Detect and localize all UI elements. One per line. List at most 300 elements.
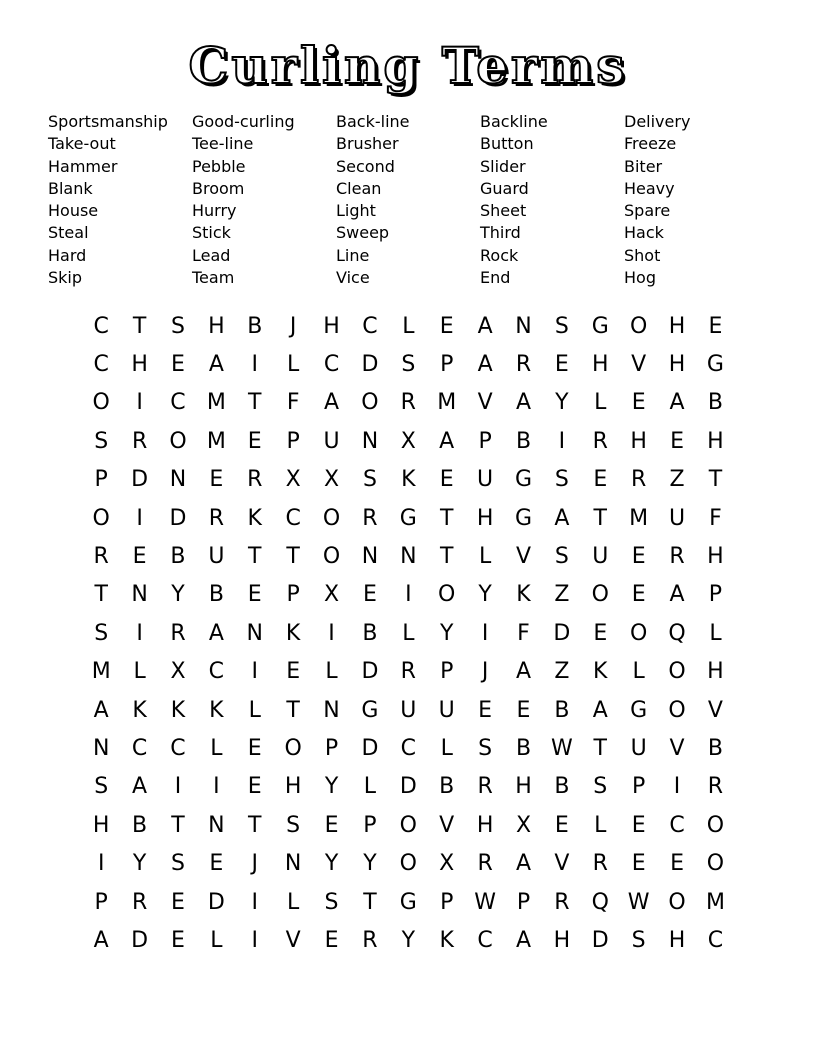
- grid-letter: K: [285, 620, 301, 646]
- grid-letter: R: [131, 889, 148, 915]
- grid-letter: S: [554, 467, 569, 493]
- grid-letter: E: [439, 313, 454, 339]
- grid-letter: A: [554, 505, 570, 531]
- grid-letter: O: [668, 659, 686, 685]
- grid-letter: U: [630, 735, 647, 761]
- word-bank-item: Clean: [336, 178, 382, 198]
- grid-letter: L: [325, 659, 338, 685]
- grid-letter: V: [669, 735, 685, 761]
- grid-letter: E: [286, 659, 301, 685]
- grid-letter: O: [322, 505, 341, 531]
- grid-letter: R: [400, 659, 416, 685]
- grid-letter: C: [400, 735, 416, 761]
- grid-letter: C: [362, 313, 378, 339]
- grid-letter: S: [554, 544, 569, 570]
- grid-letter: V: [439, 812, 455, 838]
- grid-letter: A: [515, 927, 532, 953]
- word-bank-item: Hog: [624, 268, 656, 288]
- grid-letter: S: [324, 889, 339, 915]
- grid-letter: C: [477, 927, 493, 953]
- grid-letter: U: [400, 697, 417, 723]
- grid-letter: K: [132, 697, 147, 723]
- grid-letter: O: [361, 390, 379, 416]
- grid-letter: P: [363, 812, 377, 838]
- grid-letter: S: [554, 313, 569, 339]
- word-bank-item: Line: [336, 245, 370, 265]
- grid-letter: E: [593, 467, 608, 493]
- grid-letter: S: [170, 851, 185, 877]
- grid-letter: D: [131, 467, 149, 493]
- word-bank-item: Blank: [48, 178, 93, 198]
- grid-letter: H: [668, 313, 686, 339]
- grid-letter: R: [554, 889, 570, 915]
- grid-letter: V: [477, 390, 493, 416]
- grid-letter: T: [94, 582, 108, 608]
- grid-letter: P: [440, 352, 454, 378]
- grid-letter: B: [707, 390, 723, 416]
- grid-letter: H: [707, 544, 724, 570]
- grid-letter: G: [514, 467, 533, 493]
- grid-letter: R: [477, 774, 493, 800]
- grid-letter: I: [174, 774, 182, 800]
- grid-letter: D: [131, 927, 149, 953]
- grid-letter: A: [477, 352, 493, 378]
- grid-letter: E: [554, 812, 569, 838]
- grid-letter: T: [363, 889, 377, 915]
- grid-letter: M: [437, 390, 457, 416]
- grid-letter: I: [136, 620, 143, 646]
- word-bank-item: Vice: [336, 268, 370, 288]
- grid-letter: O: [706, 812, 725, 838]
- grid-letter: R: [669, 544, 685, 570]
- grid-letter: L: [632, 659, 645, 685]
- grid-letter: I: [251, 889, 258, 915]
- grid-letter: H: [630, 428, 647, 454]
- grid-letter: A: [515, 390, 532, 416]
- grid-letter: N: [169, 467, 187, 493]
- grid-letter: F: [709, 505, 722, 531]
- grid-letter: I: [251, 659, 258, 685]
- grid-letter: I: [481, 620, 489, 646]
- grid-letter: O: [668, 889, 686, 915]
- grid-letter: T: [286, 544, 300, 570]
- grid-letter: C: [131, 735, 148, 761]
- grid-letter: S: [94, 774, 109, 800]
- grid-letter: P: [440, 659, 454, 685]
- word-bank-item: Brusher: [336, 134, 399, 154]
- word-bank-item: Rock: [480, 245, 519, 265]
- grid-letter: T: [248, 390, 262, 416]
- grid-letter: N: [208, 812, 225, 838]
- word-bank: [48, 111, 788, 289]
- grid-letter: Z: [669, 467, 685, 493]
- grid-letter: K: [170, 697, 186, 723]
- grid-letter: H: [323, 313, 340, 339]
- word-bank-item: Tee-line: [192, 134, 254, 154]
- word-bank-item: Biter: [624, 156, 663, 176]
- word-bank-item: Team: [192, 268, 235, 288]
- grid-letter: X: [324, 582, 340, 608]
- grid-letter: E: [209, 467, 224, 493]
- grid-letter: N: [323, 697, 340, 723]
- grid-letter: C: [669, 812, 685, 838]
- grid-letter: K: [209, 697, 224, 723]
- grid-letter: E: [247, 735, 262, 761]
- grid-letter: L: [594, 390, 607, 416]
- grid-letter: E: [171, 889, 185, 915]
- word-bank-item: Shot: [624, 245, 661, 265]
- grid-letter: D: [591, 927, 609, 953]
- grid-letter: R: [707, 774, 724, 800]
- grid-letter: H: [668, 927, 686, 953]
- grid-letter: I: [673, 774, 681, 800]
- grid-letter: R: [170, 620, 186, 646]
- grid-letter: O: [591, 582, 609, 608]
- grid-letter: T: [248, 812, 262, 838]
- word-bank-item: Delivery: [624, 112, 691, 131]
- grid-letter: J: [289, 313, 297, 339]
- grid-letter: E: [708, 313, 723, 339]
- grid-letter: D: [207, 889, 225, 915]
- grid-letter: E: [324, 927, 339, 953]
- grid-letter: N: [284, 851, 302, 877]
- grid-letter: R: [515, 352, 532, 378]
- grid-letter: A: [515, 659, 532, 685]
- grid-letter: Y: [324, 774, 339, 800]
- grid-letter: P: [708, 582, 723, 608]
- grid-letter: L: [440, 735, 453, 761]
- grid-letter: X: [324, 467, 340, 493]
- grid-letter: R: [362, 505, 378, 531]
- grid-letter: L: [478, 544, 492, 570]
- grid-letter: C: [170, 390, 186, 416]
- grid-letter: M: [206, 428, 226, 454]
- grid-letter: R: [477, 851, 493, 877]
- grid-letter: E: [670, 428, 684, 454]
- grid-letter: A: [439, 428, 455, 454]
- grid-letter: U: [438, 697, 455, 723]
- grid-letter: B: [554, 774, 570, 800]
- grid-letter: A: [669, 390, 685, 416]
- word-bank-item: Steal: [48, 223, 89, 243]
- grid-letter: B: [515, 428, 532, 454]
- word-bank-item: House: [48, 201, 99, 221]
- grid-letter: O: [668, 697, 686, 723]
- grid-letter: H: [208, 313, 225, 339]
- grid-letter: N: [246, 620, 263, 646]
- grid-letter: C: [707, 927, 724, 953]
- grid-letter: Y: [555, 390, 569, 416]
- word-bank-item: Spare: [624, 201, 671, 221]
- grid-letter: E: [478, 697, 493, 723]
- grid-letter: N: [515, 313, 532, 339]
- grid-letter: R: [131, 428, 148, 454]
- grid-letter: R: [592, 851, 608, 877]
- grid-letter: P: [94, 889, 108, 915]
- grid-letter: O: [92, 390, 110, 416]
- grid-letter: E: [670, 851, 684, 877]
- grid-letter: D: [399, 774, 417, 800]
- grid-letter: I: [251, 927, 258, 953]
- word-bank-item: Backline: [480, 112, 548, 131]
- grid-letter: I: [136, 390, 143, 416]
- grid-letter: B: [208, 582, 224, 608]
- grid-letter: O: [630, 620, 648, 646]
- grid-letter: D: [361, 659, 379, 685]
- grid-letter: I: [558, 428, 566, 454]
- grid-letter: O: [322, 544, 341, 570]
- grid-letter: A: [93, 697, 109, 723]
- word-bank-item: Third: [480, 223, 521, 243]
- grid-letter: L: [402, 620, 415, 646]
- grid-letter: O: [399, 812, 417, 838]
- grid-letter: S: [593, 774, 608, 800]
- grid-letter: R: [247, 467, 263, 493]
- word-bank-item: Slider: [480, 156, 526, 176]
- grid-letter: L: [287, 889, 300, 915]
- grid-letter: N: [131, 582, 148, 608]
- grid-letter: K: [401, 467, 416, 493]
- grid-letter: C: [93, 313, 109, 339]
- grid-letter: Y: [439, 620, 454, 646]
- grid-letter: V: [285, 927, 301, 953]
- grid-letter: I: [251, 352, 258, 378]
- grid-letter: Y: [363, 851, 377, 877]
- grid-letter: B: [439, 774, 455, 800]
- grid-letter: G: [706, 352, 724, 378]
- grid-letter: H: [476, 812, 494, 838]
- word-bank-item: Lead: [192, 245, 231, 265]
- grid-letter: O: [438, 582, 456, 608]
- grid-letter: H: [592, 352, 609, 378]
- grid-letter: V: [631, 352, 647, 378]
- grid-letter: I: [213, 774, 220, 800]
- grid-letter: N: [361, 428, 379, 454]
- grid-letter: A: [208, 620, 224, 646]
- grid-letter: L: [133, 659, 146, 685]
- grid-letter: L: [363, 774, 377, 800]
- grid-letter: L: [248, 697, 261, 723]
- grid-letter: T: [132, 313, 147, 339]
- grid-letter: I: [136, 505, 143, 531]
- grid-letter: H: [515, 774, 532, 800]
- grid-letter: H: [92, 812, 110, 838]
- grid-letter: G: [361, 697, 379, 723]
- grid-letter: I: [328, 620, 335, 646]
- grid-letter: X: [285, 467, 301, 493]
- word-bank-item: End: [480, 268, 511, 288]
- grid-letter: P: [324, 735, 339, 761]
- grid-letter: D: [361, 735, 379, 761]
- grid-letter: X: [400, 428, 416, 454]
- grid-letter: X: [439, 851, 455, 877]
- grid-letter: D: [169, 505, 187, 531]
- grid-letter: E: [171, 352, 185, 378]
- grid-letter: P: [516, 889, 531, 915]
- grid-letter: Q: [668, 620, 686, 646]
- grid-letter: B: [132, 812, 148, 838]
- grid-letter: R: [362, 927, 378, 953]
- grid-letter: T: [286, 697, 300, 723]
- grid-letter: H: [476, 505, 494, 531]
- grid-letter: M: [629, 505, 649, 531]
- grid-letter: G: [591, 313, 609, 339]
- word-bank-item: Freeze: [624, 134, 677, 154]
- grid-letter: H: [668, 352, 686, 378]
- grid-letter: N: [361, 544, 379, 570]
- grid-letter: A: [324, 390, 340, 416]
- grid-letter: E: [593, 620, 608, 646]
- grid-letter: T: [248, 544, 262, 570]
- grid-letter: E: [554, 352, 569, 378]
- grid-letter: E: [631, 851, 646, 877]
- grid-letter: A: [477, 313, 493, 339]
- word-bank-item: Heavy: [624, 178, 675, 198]
- grid-letter: S: [401, 352, 416, 378]
- grid-letter: E: [171, 927, 185, 953]
- grid-letter: Y: [478, 582, 492, 608]
- grid-letter: R: [208, 505, 225, 531]
- grid-letter: V: [707, 697, 723, 723]
- grid-letter: T: [708, 467, 723, 493]
- word-bank-item: Back-line: [336, 112, 410, 131]
- grid-letter: C: [170, 735, 186, 761]
- word-bank-item: Pebble: [192, 156, 246, 176]
- grid-letter: H: [553, 927, 571, 953]
- grid-letter: M: [705, 889, 725, 915]
- grid-letter: D: [361, 352, 379, 378]
- word-bank-item: Light: [336, 201, 376, 221]
- grid-letter: G: [399, 889, 417, 915]
- grid-letter: Q: [591, 889, 609, 915]
- grid-letter: E: [631, 544, 646, 570]
- grid-letter: L: [210, 927, 223, 953]
- grid-letter: K: [439, 927, 454, 953]
- grid-letter: S: [362, 467, 377, 493]
- grid-letter: L: [210, 735, 223, 761]
- word-bank-item: Good-curling: [192, 112, 295, 131]
- grid-letter: V: [515, 544, 532, 570]
- grid-letter: E: [631, 390, 646, 416]
- grid-letter: O: [169, 428, 187, 454]
- grid-letter: L: [594, 812, 607, 838]
- grid-letter: X: [515, 812, 532, 838]
- grid-letter: O: [284, 735, 302, 761]
- grid-letter: B: [362, 620, 378, 646]
- grid-letter: W: [474, 889, 496, 915]
- grid-letter: Y: [324, 851, 339, 877]
- grid-letter: K: [516, 582, 531, 608]
- grid-letter: U: [323, 428, 340, 454]
- page-title: Curling Terms: [188, 36, 628, 95]
- word-bank-item: Button: [480, 134, 534, 154]
- word-bank-item: Sheet: [480, 201, 527, 221]
- grid-letter: O: [92, 505, 110, 531]
- grid-letter: F: [286, 390, 300, 416]
- grid-letter: U: [592, 544, 609, 570]
- grid-letter: L: [709, 620, 722, 646]
- grid-letter: H: [284, 774, 302, 800]
- grid-letter: H: [131, 352, 148, 378]
- word-bank-item: Second: [336, 156, 395, 176]
- grid-letter: B: [554, 697, 570, 723]
- word-bank-item: Sweep: [336, 223, 390, 243]
- grid-letter: L: [402, 313, 415, 339]
- grid-letter: R: [631, 467, 647, 493]
- grid-letter: E: [247, 428, 262, 454]
- grid-letter: X: [170, 659, 186, 685]
- grid-letter: P: [632, 774, 646, 800]
- grid-letter: N: [400, 544, 417, 570]
- grid-letter: D: [553, 620, 571, 646]
- word-bank-item: Sportsmanship: [48, 112, 168, 131]
- grid-letter: E: [247, 582, 262, 608]
- grid-letter: I: [405, 582, 412, 608]
- grid-letter: R: [93, 544, 109, 570]
- grid-letter: Z: [554, 582, 570, 608]
- grid-letter: U: [669, 505, 686, 531]
- grid-letter: T: [171, 812, 185, 838]
- grid-letter: S: [170, 313, 185, 339]
- word-bank-item: Guard: [480, 178, 529, 198]
- grid-letter: F: [517, 620, 530, 646]
- word-bank-item: Hack: [624, 223, 664, 243]
- grid-letter: E: [439, 467, 454, 493]
- word-bank-item: Stick: [192, 223, 231, 243]
- grid-letter: P: [286, 428, 300, 454]
- grid-letter: S: [478, 735, 493, 761]
- grid-letter: K: [593, 659, 608, 685]
- grid-letter: B: [707, 735, 723, 761]
- grid-letter: B: [170, 544, 186, 570]
- grid-letter: T: [593, 735, 607, 761]
- grid-letter: O: [706, 851, 725, 877]
- grid-letter: E: [209, 851, 224, 877]
- grid-letter: P: [286, 582, 300, 608]
- grid-letter: E: [631, 582, 646, 608]
- grid-letter: P: [478, 428, 492, 454]
- grid-letter: A: [208, 352, 224, 378]
- grid-letter: W: [627, 889, 650, 915]
- word-bank-item: Take-out: [48, 134, 116, 154]
- grid-letter: Y: [401, 927, 416, 953]
- grid-letter: L: [287, 352, 300, 378]
- grid-letter: O: [630, 313, 648, 339]
- grid-letter: C: [208, 659, 225, 685]
- grid-letter: A: [669, 582, 685, 608]
- grid-letter: M: [91, 659, 111, 685]
- grid-letter: U: [477, 467, 494, 493]
- grid-letter: U: [208, 544, 225, 570]
- grid-letter: B: [515, 735, 532, 761]
- word-bank-item: Hard: [48, 245, 87, 265]
- grid-letter: A: [132, 774, 148, 800]
- grid-letter: Y: [132, 851, 147, 877]
- grid-letter: T: [439, 544, 454, 570]
- grid-letter: H: [707, 428, 724, 454]
- word-bank-item: Broom: [192, 178, 245, 198]
- grid-letter: S: [631, 927, 646, 953]
- grid-letter: E: [132, 544, 147, 570]
- grid-letter: S: [286, 812, 301, 838]
- grid-letter: O: [399, 851, 417, 877]
- grid-letter: G: [399, 505, 417, 531]
- grid-letter: P: [440, 889, 454, 915]
- grid-letter: T: [593, 505, 607, 531]
- grid-letter: E: [516, 697, 531, 723]
- grid-letter: R: [400, 390, 416, 416]
- grid-letter: S: [94, 620, 109, 646]
